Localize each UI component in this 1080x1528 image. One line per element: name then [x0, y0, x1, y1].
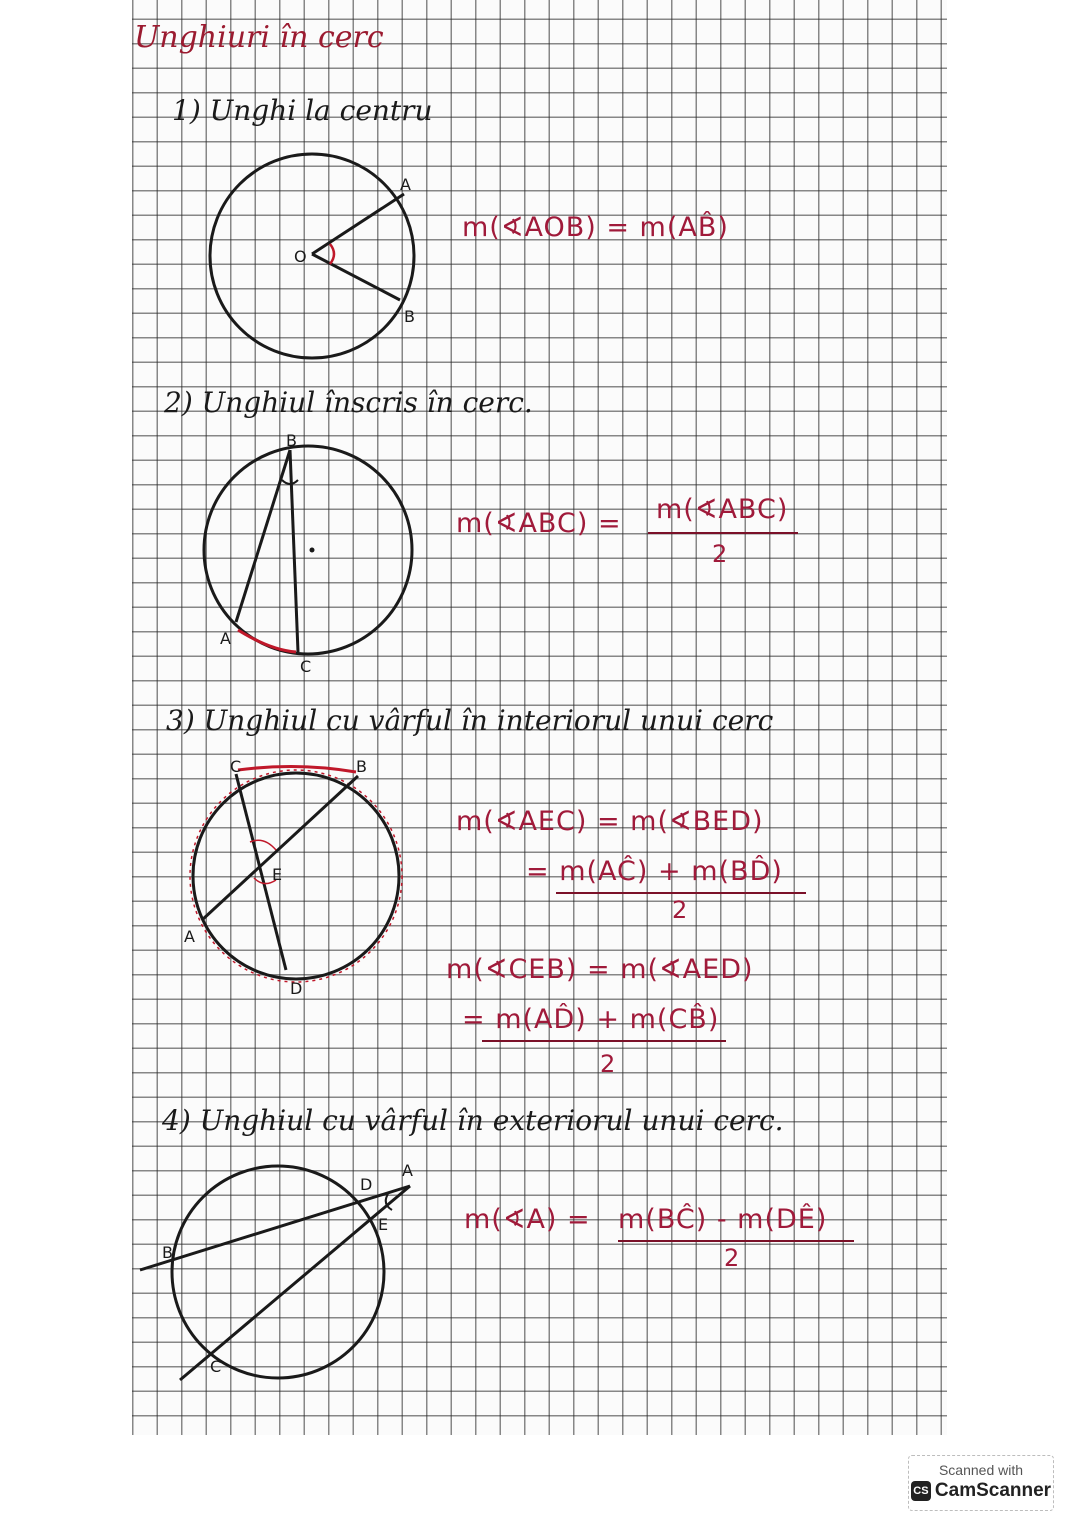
section-3-formula-2-numerator: = m(AD̂) + m(CB̂)	[462, 1004, 720, 1035]
section-4-heading: 4) Unghiul cu vârful în exteriorul unui cerc.	[162, 1104, 784, 1137]
point-a-label: A	[402, 1161, 413, 1180]
section-4-formula-lhs: m(∢A) =	[464, 1204, 591, 1235]
point-o-label: O	[294, 247, 307, 266]
section-2-fraction-bar	[648, 532, 798, 534]
point-a-label: A	[220, 629, 231, 648]
section-2-formula-denominator: 2	[712, 540, 728, 568]
point-a-label: A	[184, 927, 195, 946]
camscanner-badge	[908, 1455, 1054, 1511]
point-a-label: A	[400, 175, 411, 194]
section-2-heading: 2) Unghiul înscris în cerc.	[164, 386, 533, 419]
section-3-formula-1-lhs: m(∢AEC) = m(∢BED)	[456, 806, 764, 837]
point-d-label: D	[290, 979, 303, 998]
point-b-label: B	[404, 307, 415, 326]
point-b-label: B	[162, 1243, 173, 1262]
section-1-formula: m(∢AOB) = m(AB̂)	[462, 212, 729, 243]
section-4-formula-denominator: 2	[724, 1244, 740, 1272]
inscribed-angle-figure	[190, 430, 430, 680]
page-title: Unghiuri în cerc	[134, 20, 384, 55]
section-3-fraction-bar-2	[482, 1040, 726, 1042]
camscanner-logo-icon: CS	[911, 1481, 931, 1501]
section-3-fraction-bar-1	[556, 892, 806, 894]
section-3-formula-2-lhs: m(∢CEB) = m(∢AED)	[446, 954, 754, 985]
interior-vertex-figure	[180, 758, 420, 998]
point-e-label: E	[272, 865, 283, 884]
section-4-formula-numerator: m(BĈ) - m(DÊ)	[618, 1204, 828, 1235]
point-e-label: E	[378, 1215, 389, 1234]
section-4-fraction-bar	[618, 1240, 854, 1242]
section-3-formula-1-denominator: 2	[672, 896, 688, 924]
badge-brand-name: CamScanner	[934, 1480, 1052, 1501]
point-c-label: C	[230, 757, 242, 776]
section-3-formula-2-denominator: 2	[600, 1050, 616, 1078]
badge-caption: Scanned with	[938, 1462, 1024, 1478]
section-3-heading: 3) Unghiul cu vârful în interiorul unui cerc	[166, 704, 774, 737]
section-1-heading: 1) Unghi la centru	[172, 94, 433, 127]
section-3-formula-1-numerator: = m(AĈ) + m(BD̂)	[526, 856, 783, 887]
central-angle-figure	[190, 150, 450, 370]
point-c-label: C	[210, 1357, 222, 1376]
badge-brand	[909, 1480, 1053, 1502]
exterior-vertex-figure	[138, 1160, 428, 1390]
point-b-label: B	[356, 757, 367, 776]
point-b-label: B	[286, 431, 297, 450]
section-2-formula-numerator: m(∢ABC)	[656, 494, 789, 525]
point-c-label: C	[300, 657, 312, 676]
section-2-formula-lhs: m(∢ABC) =	[456, 508, 622, 539]
point-d-label: D	[360, 1175, 373, 1194]
